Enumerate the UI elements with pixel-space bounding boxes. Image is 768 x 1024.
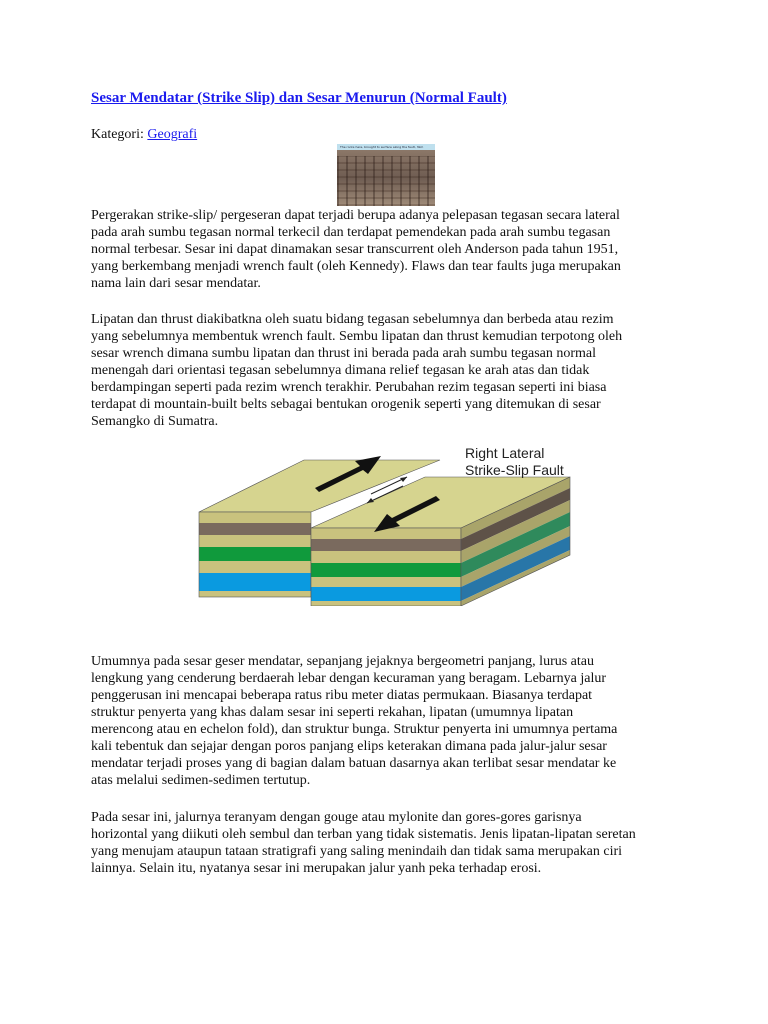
strike-slip-fault-diagram <box>195 444 575 606</box>
front-layer-tan-1 <box>311 528 461 539</box>
front-layer-tan-4 <box>311 601 461 606</box>
thumbnail-caption: The rocks here, brought to surface along the fault, 3km <box>340 145 424 149</box>
back-layer-tan-4 <box>199 591 311 597</box>
back-layer-tan-3 <box>199 561 311 573</box>
back-layer-tan-1 <box>199 512 311 523</box>
diagram-label-line-1: Right Lateral <box>465 445 545 461</box>
back-layer-green <box>199 547 311 561</box>
front-layer-tan-3 <box>311 577 461 587</box>
diagram-label-line-2: Strike-Slip Fault <box>465 462 564 478</box>
front-layer-tan-2 <box>311 551 461 563</box>
back-layer-brown <box>199 523 311 535</box>
back-layer-tan-2 <box>199 535 311 547</box>
article-title-link[interactable]: Sesar Mendatar (Strike Slip) dan Sesar Menurun (Normal Fault) <box>91 90 507 106</box>
paragraph-3: Umumnya pada sesar geser mendatar, sepanjang jejaknya bergeometri panjang, lurus atau lengkung yang cenderung berdaerah lebar dengan kecuraman yang beragam. Lebarnya jalur penggerusan ini mencapai beberapa ratus ribu meter diatas permukaan. Biasanya terdapat struktur penyerta yang khas dalam sesar ini seperti rekahan, lipatan (umumnya lipatan merencong atau en echelon fold), dan struktur bunga. Struktur penyerta ini umumnya pertama kali tebentuk dan sejajar dengan poros panjang elips keterakan dimana pada jalur-jalur sesar mendatar terjadi proses yang di bagian dalam batuan dasarnya akan terlibat sesar mendatar ke atas melalui sedimen-sedimen tertutup. <box>91 654 618 788</box>
front-layer-brown <box>311 539 461 551</box>
front-layer-blue <box>311 587 461 601</box>
rock-outcrop-thumbnail <box>337 144 435 206</box>
back-layer-blue <box>199 573 311 591</box>
category-label: Kategori: <box>91 127 144 142</box>
paragraph-4: Pada sesar ini, jalurnya teranyam dengan gouge atau mylonite dan gores-gores garisnya horizontal yang diikuti oleh sembul dan terban yang tidak sistematis. Jenis lipatan-lipatan seretan yang menujam ataupun tataan stratigrafi yang saling menindaih dan tidak sama merupakan ciri lainnya. Selain itu, nyatanya sesar ini merupakan jalur yanh peka terhadap erosi. <box>91 810 636 876</box>
paragraph-1: Pergerakan strike-slip/ pergeseran dapat terjadi berupa adanya pelepasan tegasan secara lateral pada arah sumbu tegasan normal terkecil dan terdapat pemendekan pada arah sumbu tegasan normal terbesar. Sesar ini dapat dinamakan sesar transcurrent oleh Anderson pada tahun 1951, yang berkembang menjadi wrench fault (oleh Kennedy). Flaws dan tear faults juga merupakan nama lain dari sesar mendatar. <box>91 208 621 291</box>
category-line <box>91 127 197 143</box>
category-link[interactable]: Geografi <box>147 127 198 142</box>
front-layer-green <box>311 563 461 577</box>
paragraph-2: Lipatan dan thrust diakibatkna oleh suatu bidang tegasan sebelumnya dan berbeda atau rezim yang sebelumnya membentuk wrench fault. Sembu lipatan dan thrust kemudian terpotong oleh sesar wrench dimana sumbu lipatan dan thrust ini berada pada arah sumbu tegasan normal menengah dari orientasi tegasan sebelumnya dimana relief tegasan ke arah atas dan tidak berdampingan seperti pada rezim wrench terakhir. Perubahan rezim tegasan seperti ini biasa terdapat di mountain-built belts sebagai bentukan orogenik seperti yang ditemukan di sesar Semangko di Sumatra. <box>91 312 623 429</box>
rock-outcrop-image <box>337 156 435 206</box>
